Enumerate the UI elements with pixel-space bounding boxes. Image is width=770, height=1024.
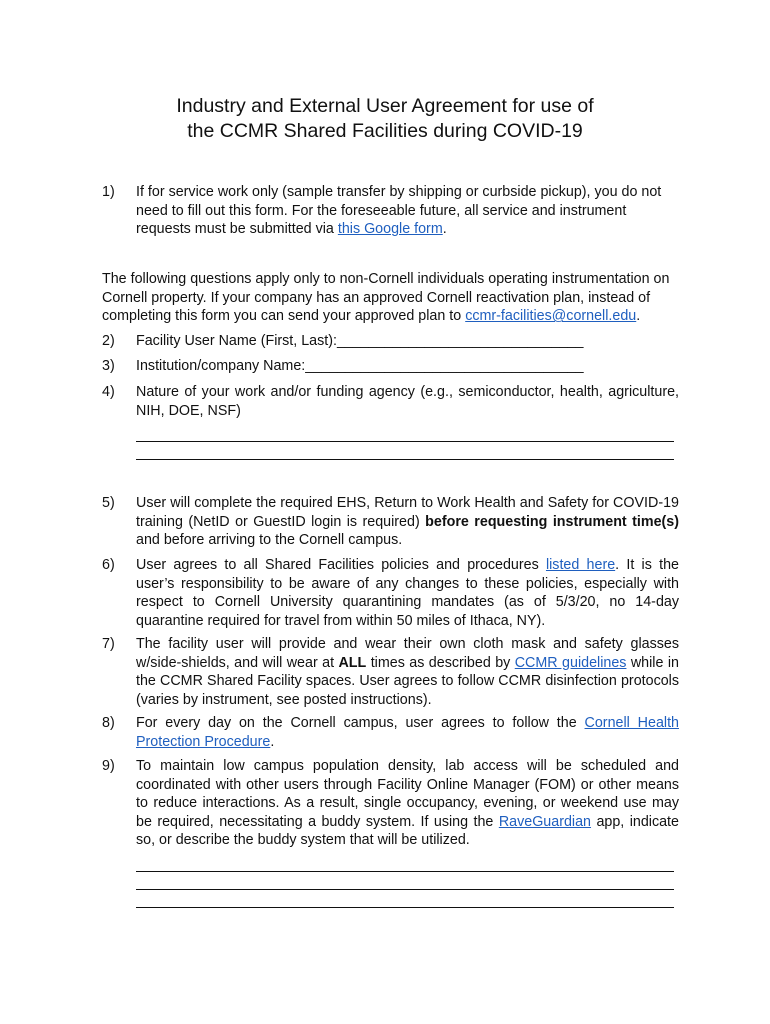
item-8-text xyxy=(136,714,679,751)
item-4-number: 4) xyxy=(102,384,115,400)
intro-paragraph xyxy=(102,270,679,326)
ccmr-guidelines-link[interactable]: CCMR guidelines xyxy=(514,654,627,671)
title-line-2: the CCMR Shared Facilities during COVID-19 xyxy=(187,120,583,142)
item-9-number: 9) xyxy=(102,758,115,774)
intro-text-before: The following questions apply only to non-Cornell individuals operating instrumentation on Cornell property. If your company has an approved Cornell reactivation plan, instead of completing this form you can send your approved plan to xyxy=(102,271,670,325)
policies-listed-here-link[interactable]: listed here xyxy=(545,557,616,573)
item-3-number: 3) xyxy=(102,358,115,374)
item-6-text-before: User agrees to all Shared Facilities policies and procedures xyxy=(136,557,546,573)
item-6-text xyxy=(136,556,679,630)
google-form-link[interactable]: this Google form xyxy=(337,221,443,238)
intro-text-after: . xyxy=(636,308,641,325)
item-5-text-after: and before arriving to the Cornell campus. xyxy=(136,532,403,549)
item-8-number: 8) xyxy=(102,715,115,731)
item-5-number: 5) xyxy=(102,495,115,511)
item-5-bold-text: before requesting instrument time(s) xyxy=(425,513,680,530)
item-9-answer-lines[interactable] xyxy=(136,854,674,908)
item-7-text-before: The facility user will provide and wear their own cloth mask and safety glasses w/side-shields, and will wear at xyxy=(136,636,679,671)
item-9-text-before: To maintain low campus population density, lab access will be scheduled and coordinated with other users through Facility Online Manager (FOM) or other means to reduce interactions. As a result, single occupancy, evening, or weekend use may be required, necessitating a buddy system. If using the xyxy=(136,758,679,830)
item-9-text-after: app, indicate so, or describe the buddy system that will be utilized. xyxy=(136,813,679,849)
item-6-text-after: . It is the user’s responsibility to be aware of any changes to these policies, especially with respect to Cornell University quarantining mandates (as of 5/3/20, no 14-day quarantine required for travel from within 50 miles of Ithaca, NY). xyxy=(136,557,679,629)
item-1-number: 1) xyxy=(102,184,115,200)
item-1-text-after: . xyxy=(442,221,447,238)
item-5-text-before: User will complete the required EHS, Return to Work Health and Safety for COVID-19 training (NetID or GuestID login is required) xyxy=(136,495,679,530)
item-7-text xyxy=(136,635,679,709)
cornell-health-protection-link[interactable]: Cornell Health Protection Procedure xyxy=(136,715,679,750)
item-8-text-after: . xyxy=(270,733,275,750)
facility-user-name-field[interactable]: Facility User Name (First, Last):_______________________________ xyxy=(136,333,584,349)
institution-name-field[interactable]: Institution/company Name:___________________________________ xyxy=(136,358,584,374)
title-line-1: Industry and External User Agreement for use of xyxy=(176,95,594,117)
item-7-bold-text: ALL xyxy=(338,654,367,671)
ccmr-facilities-email-link[interactable]: ccmr-facilities@cornell.edu xyxy=(465,308,637,325)
answer-line[interactable] xyxy=(136,907,674,908)
item-5-text xyxy=(136,494,679,550)
item-1-text xyxy=(136,183,679,239)
item-4-answer-lines[interactable] xyxy=(136,424,674,460)
item-9-text xyxy=(136,757,679,850)
answer-line[interactable] xyxy=(136,871,674,872)
item-7-text-after: while in the CCMR Shared Facility spaces. User agrees to follow CCMR disinfection protocols (varies by instrument, see posted instructions). xyxy=(136,654,679,708)
item-4-text: Nature of your work and/or funding agency (e.g., semiconductor, health, agriculture, NIH, DOE, NSF) xyxy=(136,384,679,419)
item-7-number: 7) xyxy=(102,636,115,652)
item-6-number: 6) xyxy=(102,557,115,573)
page-title xyxy=(0,94,770,144)
raveguardian-link[interactable]: RaveGuardian xyxy=(498,813,592,830)
item-2-number: 2) xyxy=(102,333,115,349)
item-7-text-mid: times as described by xyxy=(366,654,515,671)
answer-line[interactable] xyxy=(136,889,674,890)
item-8-text-before: For every day on the Cornell campus, user agrees to follow the xyxy=(136,715,585,731)
answer-line[interactable] xyxy=(136,441,674,442)
item-1-text-before: If for service work only (sample transfer by shipping or curbside pickup), you do not need to fill out this form. For the foreseeable future, all service and instrument requests must be submitted via xyxy=(136,184,662,238)
answer-line[interactable] xyxy=(136,459,674,460)
